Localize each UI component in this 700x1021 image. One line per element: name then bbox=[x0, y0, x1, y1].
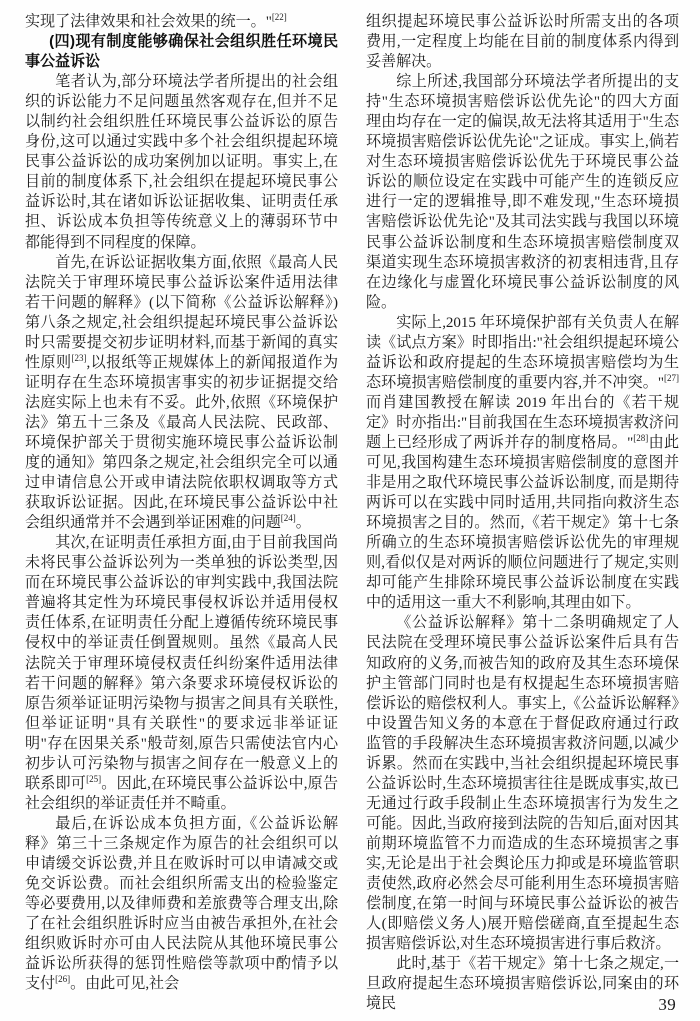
paragraph-article-17-consequence: 此时,基于《若干规定》第十七条之规定,一旦政府提起生态环境损害赔偿诉讼,同案由的环境民 bbox=[366, 956, 679, 1013]
paragraph-cost-continued: 组织提起环境民事公益诉讼时所需支出的各项费用,一定程度上均能在目前的制度体系内得到妥善解决。 bbox=[366, 14, 679, 71]
paragraph-litigation-cost: 最后,在诉讼成本负担方面,《公益诉讼解释》第三十三条规定作为原告的社会组织可以申请缓交诉讼费,并且在败诉时可以申请减交或免交诉讼费。而社会组织所需支出的检验鉴定等必要费用,以及律师费和差旅费等合理支出,除了在社会组织胜诉时应当由被告承担外,在社会组织败诉时亦可由人民法院从其他环境民事公益诉讼所获得的惩罚性赔偿等款项中酌情予以支付[26]。由此可见,社会 bbox=[25, 815, 338, 993]
paragraph-continued-quote: 实现了法律效果和社会效果的统一。"[22] bbox=[25, 11, 287, 30]
left-column bbox=[25, 12, 338, 1002]
page-number: 39 bbox=[658, 995, 676, 1014]
footnote-marker: [24] bbox=[280, 513, 296, 524]
footnote-marker: [23] bbox=[71, 352, 87, 363]
footnote-marker: [26] bbox=[55, 974, 71, 985]
section-heading-4: (四)现有制度能够确保社会组织胜任环境民事公益诉讼 bbox=[25, 33, 338, 71]
footnote-marker: [27] bbox=[664, 372, 679, 383]
paragraph-interpretation-article-12: 《公益诉讼解释》第十二条明确规定了人民法院在受理环境民事公益诉讼案件后具有告知政府的义务,而被告知的政府及其生态环境保护主管部门同时也是有权提起生态环境损害赔偿诉讼的赔偿权利人。事实上,《公益诉讼解释》中设置告知义务的本意在于督促政府通过行政监管的手段解决生态环境损害救济问题,以减少诉累。然而在实践中,当社会组织提起环境民事公益诉讼时,生态环境损害往往是既成事实,故已无通过行政手段制止生态环境损害行为发生之可能。因此,当政府接到法院的告知后,面对因其前期环境监管不力而造成的生态环境损害之事实,无论是出于社会舆论压力抑或是环境监管职责使然,政府必然会尽可能利用生态环境损害赔偿制度,在第一时间与环境民事公益诉讼的被告人(即赔偿义务人)展开赔偿磋商,直至提起生态损害赔偿诉讼,对生态环境损害进行事后救济。 bbox=[366, 615, 679, 953]
paragraph-2015-moep-statement: 实际上,2015 年环境保护部有关负责人在解读《试点方案》时即指出:"社会组织提起环境公益诉讼和政府提起的生态环境损害赔偿均为生态环境损害赔偿制度的重要内容,并不冲突。"[27]而肖建国教授在解读 2019 年出台的《若干规定》时亦指出:"目前我国在生态环境损害救济问题上已经形成了两诉并存的制度格局。"[28]由此可见,我国构建生态环境损害赔偿制度的意图并非是用之取代环境民事公益诉讼制度, 而是期待两诉可以在实践中同时适用,共同指向救济生态环境损害之目的。然而,《若干规定》第十七条所确立的生态环境损害赔偿诉讼优先的审理规则,看似仅是对两诉的顺位问题进行了规定,实则却可能产生排除环境民事公益诉讼制度在实践中的适用这一重大不利影响,其理由如下。 bbox=[366, 314, 680, 612]
paragraph-burden-of-proof: 其次,在证明责任承担方面,由于目前我国尚未将民事公益诉讼列为一类单独的诉讼类型,因而在环境民事公益诉讼的审判实践中,我国法院普遍将其定性为环境民事侵权诉讼并适用侵权责任体系,在证明责任分配上遵循传统环境民事侵权中的举证责任倒置规则。虽然《最高人民法院关于审理环境侵权责任纠纷案件适用法律若干问题的解释》第六条要求环境侵权诉讼的原告须举证证明污染物与损害之间具有关联性,但举证证明"具有关联性"的要求远非举证证明"存在因果关系"般苛刻,原告只需使法官内心初步认可污染物与损害之间存在一般意义上的联系即可[25]。因此,在环境民事公益诉讼中,原告社会组织的举证责任并不畸重。 bbox=[25, 535, 338, 812]
footnote-marker: [28] bbox=[633, 432, 649, 443]
paragraph-evidence-collection: 首先,在诉讼证据收集方面,依照《最高人民法院关于审理环境民事公益诉讼案件适用法律若干问题的解释》(以下简称《公益诉讼解释》)第八条之规定,社会组织提起环境民事公益诉讼时只需要提交初步证明材料,而基于新闻的真实性原则[23],以报纸等正规媒体上的新闻报道作为证明存在生态环境损害事实的初步证据提交给法庭实际上也未有不妥。此外,依照《环境保护法》第五十三条及《最高人民法院、民政部、环境保护部关于贯彻实施环境民事公益诉讼制度的通知》第四条之规定,社会组织完全可以通过申请信息公开或申请法院依职权调取等方式获取诉讼证据。因此,在环境民事公益诉讼中社会组织通常并不会遇到举证困难的问题[24]。 bbox=[25, 254, 338, 532]
footnote-marker: [22] bbox=[271, 11, 287, 22]
paragraph-author-view: 笔者认为,部分环境法学者所提出的社会组织的诉讼能力不足问题虽然客观存在,但并不足以制约社会组织胜任环境民事公益诉讼的原告身份,这可以通过实践中多个社会组织提起环境民事公益诉讼的成功案例加以证明。事实上,在目前的制度体系下,社会组织在提起环境民事公益诉讼时,其在诸如诉讼证据收集、证明责任承担、诉讼成本负担等传统意义上的薄弱环节中都能得到不同程度的保障。 bbox=[25, 74, 338, 251]
paragraph-summary: 综上所述,我国部分环境法学者所提出的支持"生态环境损害赔偿诉讼优先论"的四大方面理由均存在一定的偏误,故无法将其适用于"生态环境损害赔偿诉讼优先论"之证成。事实上,倘若对生态环境损害赔偿诉讼优先于环境民事公益诉讼的顺位设定在实践中可能产生的连锁反应进行一定的逻辑推导,即不难发现,"生态环境损害赔偿诉讼优先论"及其司法实践与我国以环境民事公益诉讼制度和生态环境损害赔偿制度双渠道实现生态环境损害救济的初衷相违背,且存在边缘化与虚置化环境民事公益诉讼制度的风险。 bbox=[366, 74, 679, 311]
footnote-marker: [25] bbox=[86, 773, 102, 784]
